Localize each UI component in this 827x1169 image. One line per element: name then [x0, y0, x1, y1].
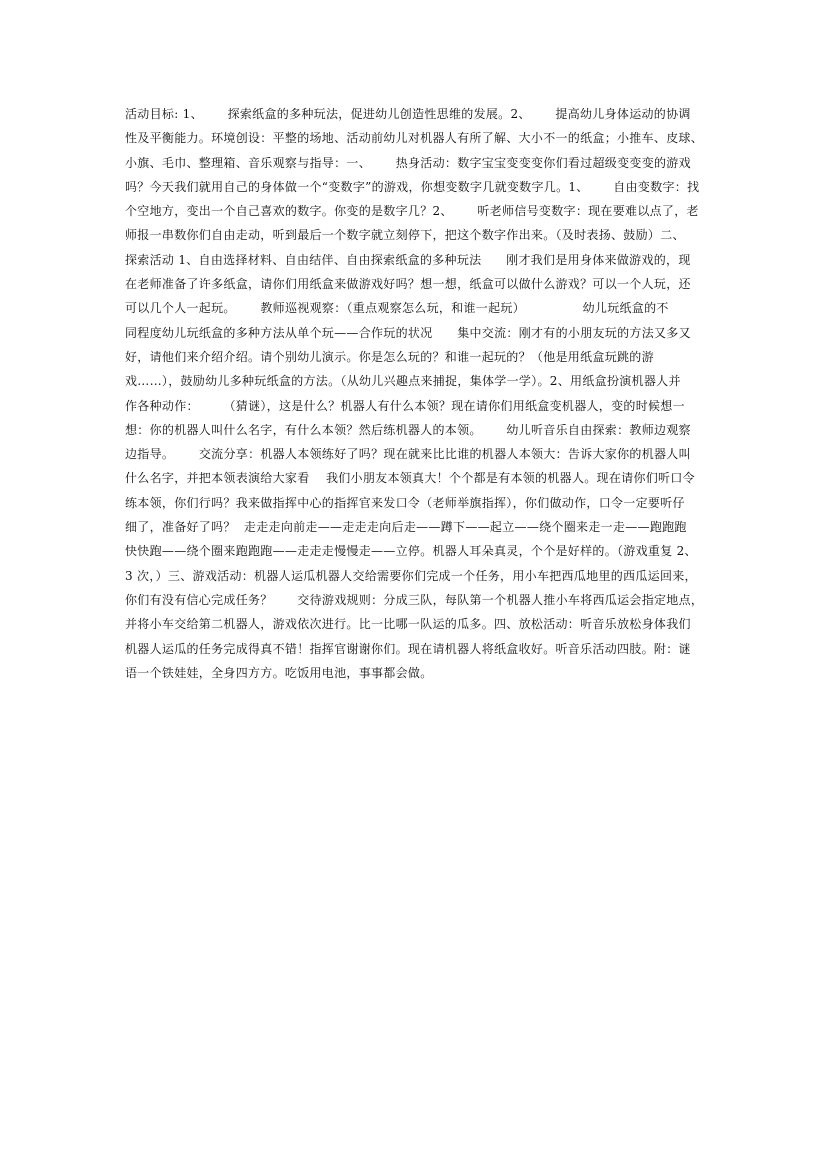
text-line: 想：你的机器人叫什么名字，有什么本领？然后练机器人的本领。 幼儿听音乐自由探索：教师边观察 — [125, 422, 691, 437]
text-line: 什么名字，并把本领表演给大家看 我们小朋友本领真大！个个都是有本领的机器人。现在请你们听口令 — [125, 471, 695, 486]
text-line: 快快跑——绕个圈来跑跑跑——走走走慢慢走——立停。机器人耳朵真灵，个个是好样的。（游戏重复 2、 — [125, 544, 697, 559]
text-line: 在老师准备了许多纸盒，请你们用纸盒来做游戏好吗？想一想，纸盒可以做什么游戏？可以一个人玩，还 — [125, 277, 691, 292]
text-line: 你们有没有信心完成任务？ 交待游戏规则：分成三队，每队第一个机器人推小车将西瓜运会指定地点， — [125, 592, 704, 607]
text-line: 语一个铁娃娃，全身四方方。吃饭用电池，事事都会做。 — [125, 665, 433, 680]
lesson-plan-text — [125, 102, 703, 685]
text-line: 戏……），鼓励幼儿多种玩纸盒的方法。（从幼儿兴趣点来捕捉，集体学一学）。2、用纸盒扮演机器人并 — [125, 374, 681, 389]
text-line: 练本领，你们行吗？我来做指挥中心的指挥官来发口令（老师举旗指挥），你们做动作，口令一定要听仔 — [125, 495, 685, 510]
text-line: 小旗、毛巾、整理箱、音乐观察与指导：一、 热身活动：数字宝宝变变变你们看过超级变变变的游戏 — [125, 155, 691, 170]
text-line: 细了，准备好了吗？ 走走走向前走——走走走向后走——蹲下——起立——绕个圈来走一走——跑跑跑 — [125, 520, 687, 535]
text-line: 个空地方，变出一个自己喜欢的数字。你变的是数字几？2、 听老师信号变数字：现在要难以点了，老 — [125, 204, 699, 219]
text-line: 师报一串数你们自由走动，听到最后一个数字就立刻停下，把这个数字作出来。（及时表扬、鼓励）二、 — [125, 228, 685, 243]
text-line: 机器人运瓜的任务完成得真不错！指挥官谢谢你们。现在请机器人将纸盒收好。听音乐活动四肢。附：谜 — [125, 641, 691, 656]
text-line: 3 次，）三、游戏活动：机器人运瓜机器人交给需要你们完成一个任务，用小车把西瓜地里的西瓜运回来， — [125, 568, 697, 583]
text-line: 探索活动 1、自由选择材料、自由结伴、自由探索纸盒的多种玩法 刚才我们是用身体来做游戏的，现 — [125, 252, 691, 267]
text-line: 吗？今天我们就用自己的身体做一个“变数字”的游戏，你想变数字几就变数字几。1、 自由变数字：找 — [125, 179, 700, 194]
text-line: 并将小车交给第二机器人，游戏依次进行。比一比哪一队运的瓜多。四、放松活动：听音乐放松身体我们 — [125, 617, 691, 632]
text-line: 同程度幼儿玩纸盒的多种方法从单个玩——合作玩的状况 集中交流：刚才有的小朋友玩的方法又多又 — [125, 325, 691, 340]
text-line: 可以几个人一起玩。 教师巡视观察：（重点观察怎么玩，和谁一起玩） 幼儿玩纸盒的不 — [125, 301, 669, 316]
text-line: 活动目标: 1、 探索纸盒的多种玩法，促进幼儿创造性思维的发展。2、 提高幼儿身体运动的协调 — [125, 107, 691, 121]
text-line: 边指导。 交流分享：机器人本领练好了吗？现在就来比比谁的机器人本领大：告诉大家你的机器人叫 — [125, 447, 691, 462]
text-line: 好，请他们来介绍介绍。请个别幼儿演示。你是怎么玩的？和谁一起玩的？（他是用纸盒玩跳的游 — [125, 349, 654, 364]
text-line: 性及平衡能力。环境创设：平整的场地、活动前幼儿对机器人有所了解、大小不一的纸盒；小推车、皮球、 — [125, 131, 704, 146]
text-line: 作各种动作： （猜谜），这是什么？机器人有什么本领？现在请你们用纸盒变机器人，变的时候想一 — [125, 398, 685, 413]
